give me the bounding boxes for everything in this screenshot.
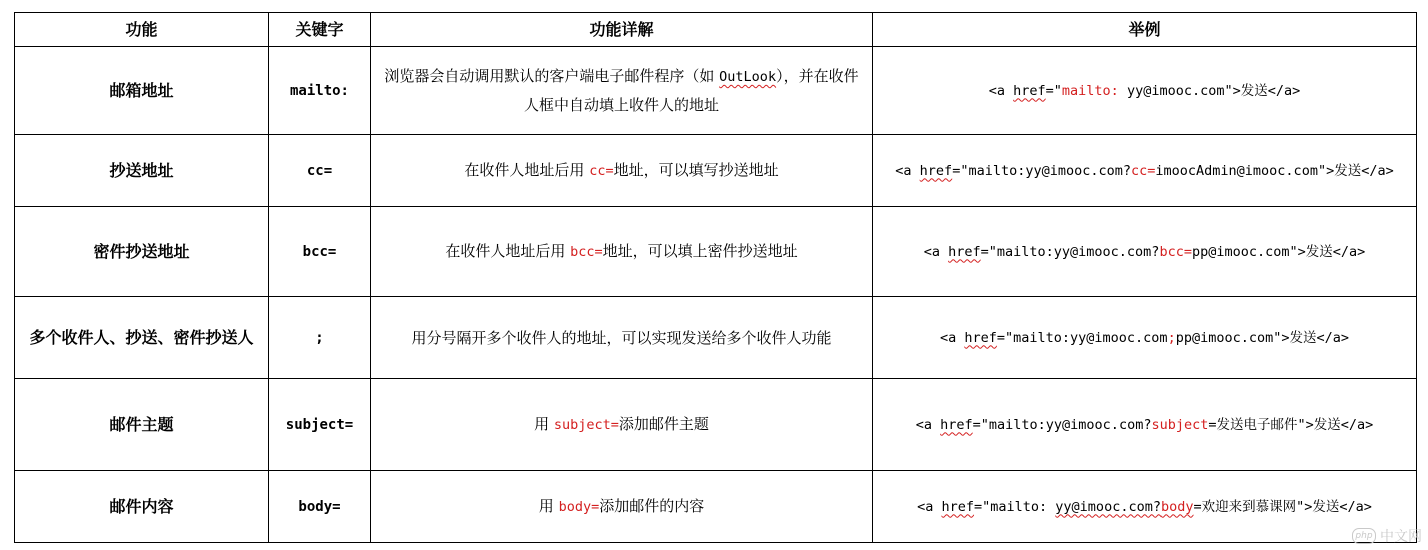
example-segment: imoocAdmin@imooc.com">发送</a>	[1155, 162, 1394, 179]
example-segment: body	[1160, 498, 1194, 515]
function-cell: 邮箱地址	[15, 47, 269, 135]
example-cell	[873, 207, 1417, 297]
example-segment: <a	[923, 243, 949, 260]
example-segment: ="mailto:yy@imooc.com?	[972, 416, 1152, 433]
description-segment: 地址，可以填写抄送地址	[613, 161, 779, 179]
description-segment: 用	[534, 415, 554, 433]
table-row	[15, 135, 1417, 207]
function-cell: 多个收件人、抄送、密件抄送人	[15, 297, 269, 379]
example-cell	[873, 297, 1417, 379]
example-segment: =发送电子邮件">发送</a>	[1208, 416, 1374, 433]
description-segment: 浏览器会自动调用默认的客户端电子邮件程序（如	[384, 67, 720, 85]
description-segment: OutLook	[719, 69, 777, 85]
php-logo-icon: php	[1352, 528, 1376, 544]
example-segment: href	[1013, 82, 1046, 99]
example-segment: <a	[939, 329, 965, 346]
example-segment: ="	[1045, 82, 1062, 99]
keyword-cell: ;	[269, 297, 371, 379]
example-segment: ="mailto:yy@imooc.com	[996, 329, 1168, 346]
description-segment: 在收件人地址后用	[464, 161, 590, 179]
description-cell	[371, 47, 873, 135]
description-segment: subject=	[553, 417, 619, 433]
description-cell	[371, 297, 873, 379]
keyword-cell: cc=	[269, 135, 371, 207]
header-function: 功能	[15, 13, 269, 47]
keyword-cell: mailto:	[269, 47, 371, 135]
description-segment: 在收件人地址后用	[445, 242, 571, 260]
header-keyword: 关键字	[269, 13, 371, 47]
example-segment: <a	[895, 162, 920, 179]
example-segment: yy@imooc.com?	[1055, 498, 1161, 515]
description-cell	[371, 471, 873, 543]
function-cell: 抄送地址	[15, 135, 269, 207]
description-segment: body=	[558, 499, 600, 515]
function-cell: 邮件主题	[15, 379, 269, 471]
example-cell	[873, 471, 1417, 543]
example-segment: href	[919, 162, 953, 179]
example-cell	[873, 379, 1417, 471]
description-cell	[371, 135, 873, 207]
description-segment: ），并在收件人框中自动填上收件人的地址	[523, 67, 859, 114]
description-segment: cc=	[589, 163, 614, 179]
example-segment: cc=	[1131, 162, 1156, 179]
keyword-cell: body=	[269, 471, 371, 543]
example-segment: yy@imooc.com">发送</a>	[1118, 82, 1301, 99]
table-row	[15, 471, 1417, 543]
example-segment: href	[941, 498, 975, 515]
watermark-text: 中文网	[1380, 529, 1422, 545]
description-segment: bcc=	[570, 244, 603, 260]
description-segment: 添加邮件主题	[618, 415, 709, 433]
header-example: 举例	[873, 13, 1417, 47]
description-segment: 用	[538, 497, 559, 515]
description-segment: 地址，可以填上密件抄送地址	[602, 242, 798, 260]
example-segment: subject	[1151, 416, 1209, 433]
description-segment: 用分号隔开多个收件人的地址，可以实现发送给多个收件人功能	[411, 328, 832, 347]
description-segment: 添加邮件的内容	[599, 497, 705, 515]
description-cell	[371, 379, 873, 471]
keyword-cell: bcc=	[269, 207, 371, 297]
example-segment: ="mailto:yy@imooc.com?	[952, 162, 1131, 179]
header-description: 功能详解	[371, 13, 873, 47]
site-watermark	[1352, 526, 1422, 546]
example-segment: ="mailto:yy@imooc.com?	[980, 243, 1160, 260]
example-segment: ;	[1167, 329, 1176, 346]
example-segment: mailto:	[1061, 82, 1119, 99]
function-cell: 密件抄送地址	[15, 207, 269, 297]
example-cell	[873, 135, 1417, 207]
function-cell: 邮件内容	[15, 471, 269, 543]
example-segment: pp@imooc.com">发送</a>	[1191, 243, 1366, 260]
example-segment: =欢迎来到慕课网">发送</a>	[1193, 498, 1372, 515]
example-segment: <a	[988, 82, 1014, 99]
example-segment: <a	[917, 498, 942, 515]
table-row	[15, 379, 1417, 471]
table-header-row	[15, 13, 1417, 47]
example-segment: ="mailto:	[974, 498, 1056, 515]
table-row	[15, 47, 1417, 135]
table-row	[15, 297, 1417, 379]
example-segment: <a	[915, 416, 941, 433]
example-cell	[873, 47, 1417, 135]
example-segment: bcc=	[1159, 243, 1192, 260]
example-segment: pp@imooc.com">发送</a>	[1175, 329, 1350, 346]
table-row	[15, 207, 1417, 297]
keyword-cell: subject=	[269, 379, 371, 471]
example-segment: href	[948, 243, 981, 260]
example-segment: href	[940, 416, 973, 433]
example-segment: href	[964, 329, 997, 346]
description-cell	[371, 207, 873, 297]
mailto-parameter-table	[14, 12, 1417, 543]
